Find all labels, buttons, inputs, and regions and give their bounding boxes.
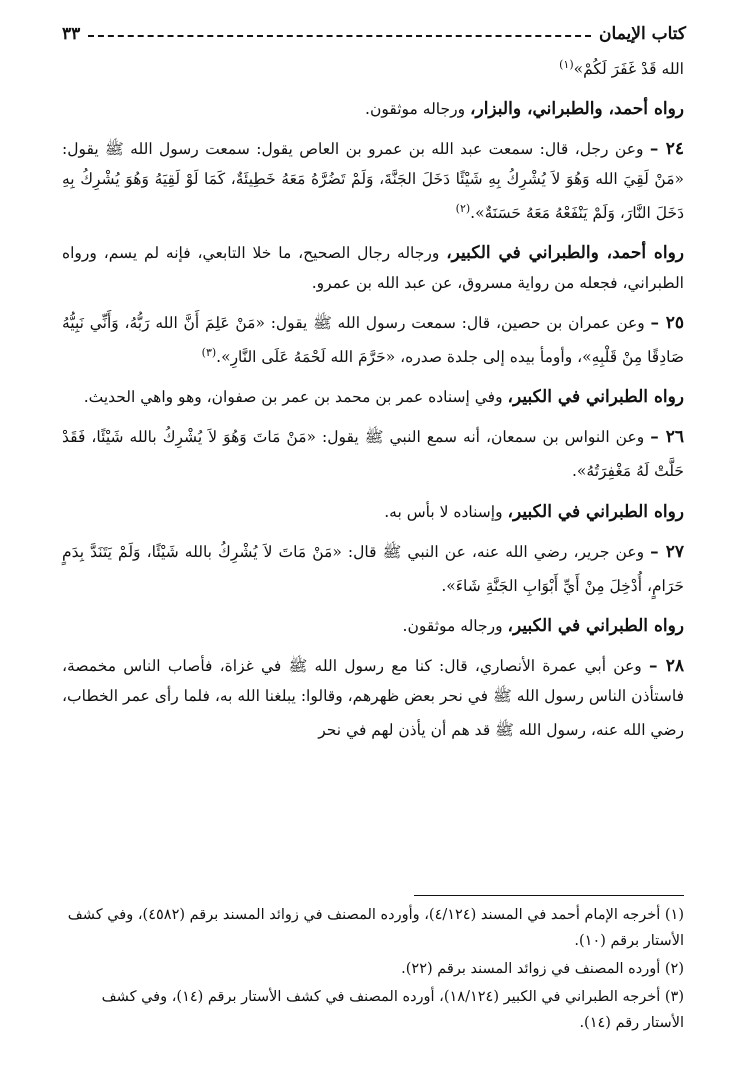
hadith-text: ٢٦ – وعن النواس بن سمعان، أنه سمع النبي ﷺ يقول: «مَنْ مَاتَ وَهُوَ لاَ يُشْرِكُ بالله شَيْئًا، فَقَدْ حَلَّتْ لَهُ مَغْفِرَتُهُ». <box>62 427 685 481</box>
hadith-text: الله قَدْ غَفَرَ لَكُمْ»$^{(١)}$ <box>559 58 684 79</box>
hadith-source: رواه أحمد، والطبراني، والبزار، ورجاله موثقون. <box>365 99 684 120</box>
hadith-number: ٢٥ – <box>650 313 684 334</box>
page-body <box>62 50 684 755</box>
hadith-text: ٢٨ – وعن أبي عمرة الأنصاري، قال: كنا مع رسول الله ﷺ في غزاة، فأصاب الناس مخمصة، فاستأذن الناس رسول الله ﷺ في نحر بعض ظهرهم، وقالوا: يبلغنا الله به، فلما رأى عمر الخطاب، رضي الله عنه، رسول الله ﷺ قد هم أن يأذن لهم في نحر <box>62 655 684 739</box>
hadith-source: رواه الطبراني في الكبير، ورجاله موثقون. <box>402 615 684 636</box>
hadith-source: رواه الطبراني في الكبير، وفي إسناده عمر بن محمد بن عمر بن صفوان، وهو واهي الحديث. <box>83 387 684 408</box>
hadith-number: ٢٨ – <box>649 655 684 676</box>
hadith-text: ٢٤ – وعن رجل، قال: سمعت عبد الله بن عمرو بن العاص يقول: سمعت رسول الله ﷺ يقول: «مَنْ لَقِيَ الله وَهُوَ لاَ يُشْرِكُ بِهِ شَيْئًا دَخَلَ الجَنَّةَ، وَلَمْ تَضُرَّهُ مَعَهُ خَطِيئَةٌ، كَمَا لَوْ لَقِيَهُ وَهُوَ يُشْرِكُ بِهِ دَخَلَ النَّارَ، وَلَمْ يَنْفَعْهُ مَعَهُ حَسَنَةٌ».$^{(٢)}$ <box>62 139 684 223</box>
footnotes <box>62 895 684 1038</box>
book-title: كتاب الإيمان <box>599 24 686 44</box>
hadith-number: ٢٦ – <box>650 427 685 448</box>
hadith-number: ٢٧ – <box>650 541 684 562</box>
hadith-number: ٢٤ – <box>649 139 684 160</box>
hadith-text: ٢٧ – وعن جرير، رضي الله عنه، عن النبي ﷺ قال: «مَنْ مَاتَ لاَ يُشْرِكُ بالله شَيْئًا، وَلَمْ يَتَنَدَّ بِدَمٍ حَرَامٍ، أُدْخِلَ مِنْ أَيِّ أَبْوَابِ الجَنَّةِ شَاءَ». <box>62 541 684 595</box>
footnote-divider <box>414 895 684 896</box>
footnote: (٢) أورده المصنف في زوائد المسند برقم (٢٢). <box>401 961 684 977</box>
footnote-ref: (١) <box>559 58 574 71</box>
hadith-source: رواه أحمد، والطبراني في الكبير، ورجاله رجال الصحيح، ما خلا التابعي، فإنه لم يسم، ورواه الطبراني، فجعله من رواية مسروق، عن عبد الله بن عمرو. <box>62 243 684 293</box>
hadith-text: ٢٥ – وعن عمران بن حصين، قال: سمعت رسول الله ﷺ يقول: «مَنْ عَلِمَ أَنَّ الله رَبُّهُ، وَأَنِّي نَبِيُّهُ صَادِقًا مِنْ قَلْبِهِ»، وأومأ بيده إلى جلدة صدره، «حَرَّمَ الله لَحْمَهُ عَلَى النَّارِ».$^{(٣)}$ <box>62 313 684 367</box>
hadith-source: رواه الطبراني في الكبير، وإسناده لا بأس به. <box>384 501 684 522</box>
footnote: (٣) أخرجه الطبراني في الكبير (١٨/١٢٤)، أورده المصنف في كشف الأستار برقم (١٤)، وفي كشف الأستار رقم (١٤). <box>101 989 684 1031</box>
footnote-ref: (٣) <box>201 346 217 360</box>
footnote: (١) أخرجه الإمام أحمد في المسند (٤/١٢٤)، وأورده المصنف في زوائد المسند برقم (٤٥٨٢)، وفي كشف الأستار برقم (١٠). <box>67 907 684 949</box>
page-header <box>62 24 686 44</box>
page-number: ٣٣ <box>62 24 81 44</box>
header-rule <box>88 35 591 37</box>
footnote-ref: (٢) <box>455 202 471 216</box>
